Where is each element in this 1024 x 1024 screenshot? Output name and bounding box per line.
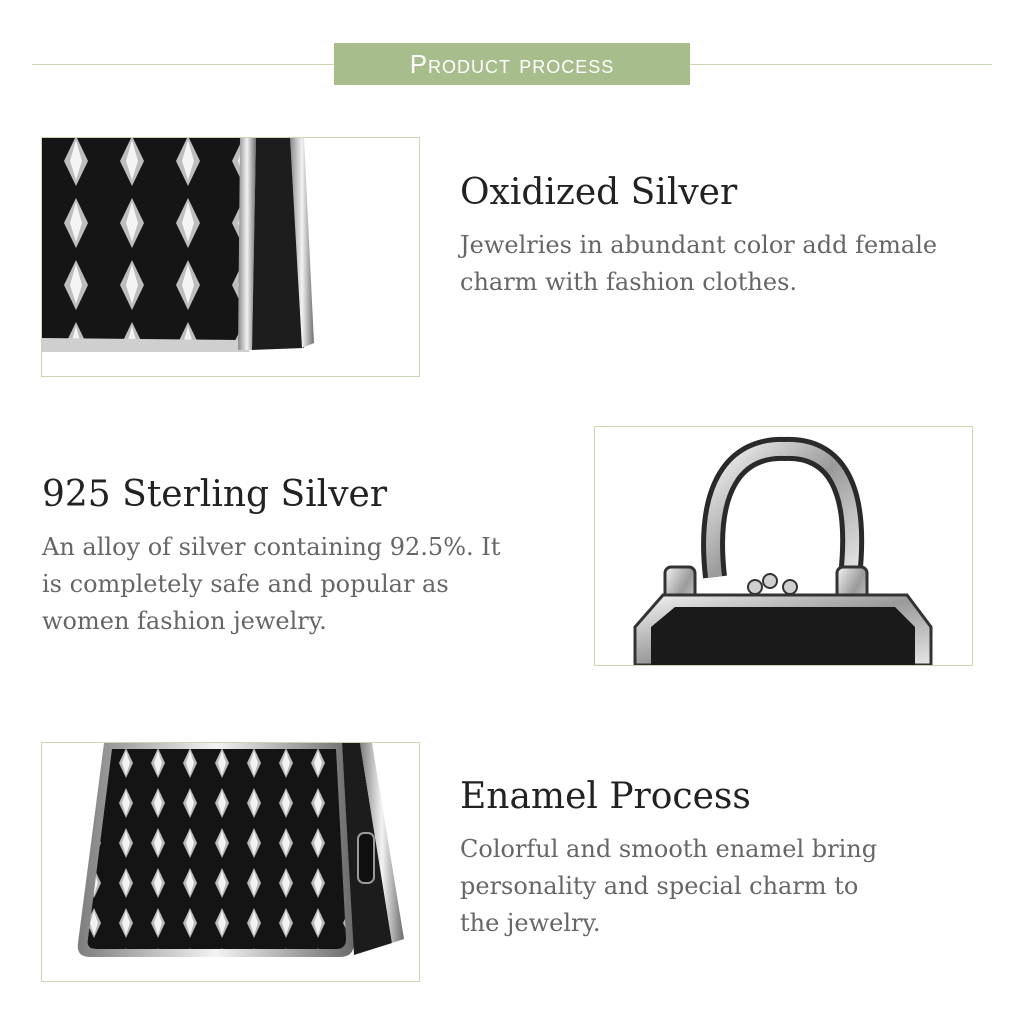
oxidized-silver-image (41, 137, 420, 377)
feature-oxidized-silver (460, 172, 980, 301)
section-title: Product process (334, 43, 690, 85)
feature-title: 925 Sterling Silver (42, 474, 388, 515)
description-line: charm with fashion clothes. (460, 268, 798, 296)
feature-description (42, 529, 562, 640)
handbag-closeup-illustration (42, 138, 419, 376)
description-line: Jewelries in abundant color add female (460, 231, 938, 259)
description-line: the jewelry. (460, 909, 601, 937)
feature-enamel-process (460, 776, 980, 942)
feature-description (460, 831, 980, 942)
description-line: is completely safe and popular as (42, 570, 449, 598)
description-line: An alloy of silver containing 92.5%. It (42, 533, 501, 561)
feature-title: Enamel Process (460, 776, 751, 817)
feature-sterling-silver (42, 474, 562, 640)
description-line: Colorful and smooth enamel bring (460, 835, 878, 863)
description-line: women fashion jewelry. (42, 607, 327, 635)
handbag-body-illustration (42, 743, 419, 981)
sterling-silver-image (594, 426, 973, 666)
feature-title: Oxidized Silver (460, 172, 738, 213)
enamel-process-image (41, 742, 420, 982)
header-divider-right (690, 64, 992, 65)
feature-description (460, 227, 980, 301)
header-divider-left (32, 64, 334, 65)
description-line: personality and special charm to (460, 872, 859, 900)
handbag-handle-illustration (595, 427, 972, 665)
